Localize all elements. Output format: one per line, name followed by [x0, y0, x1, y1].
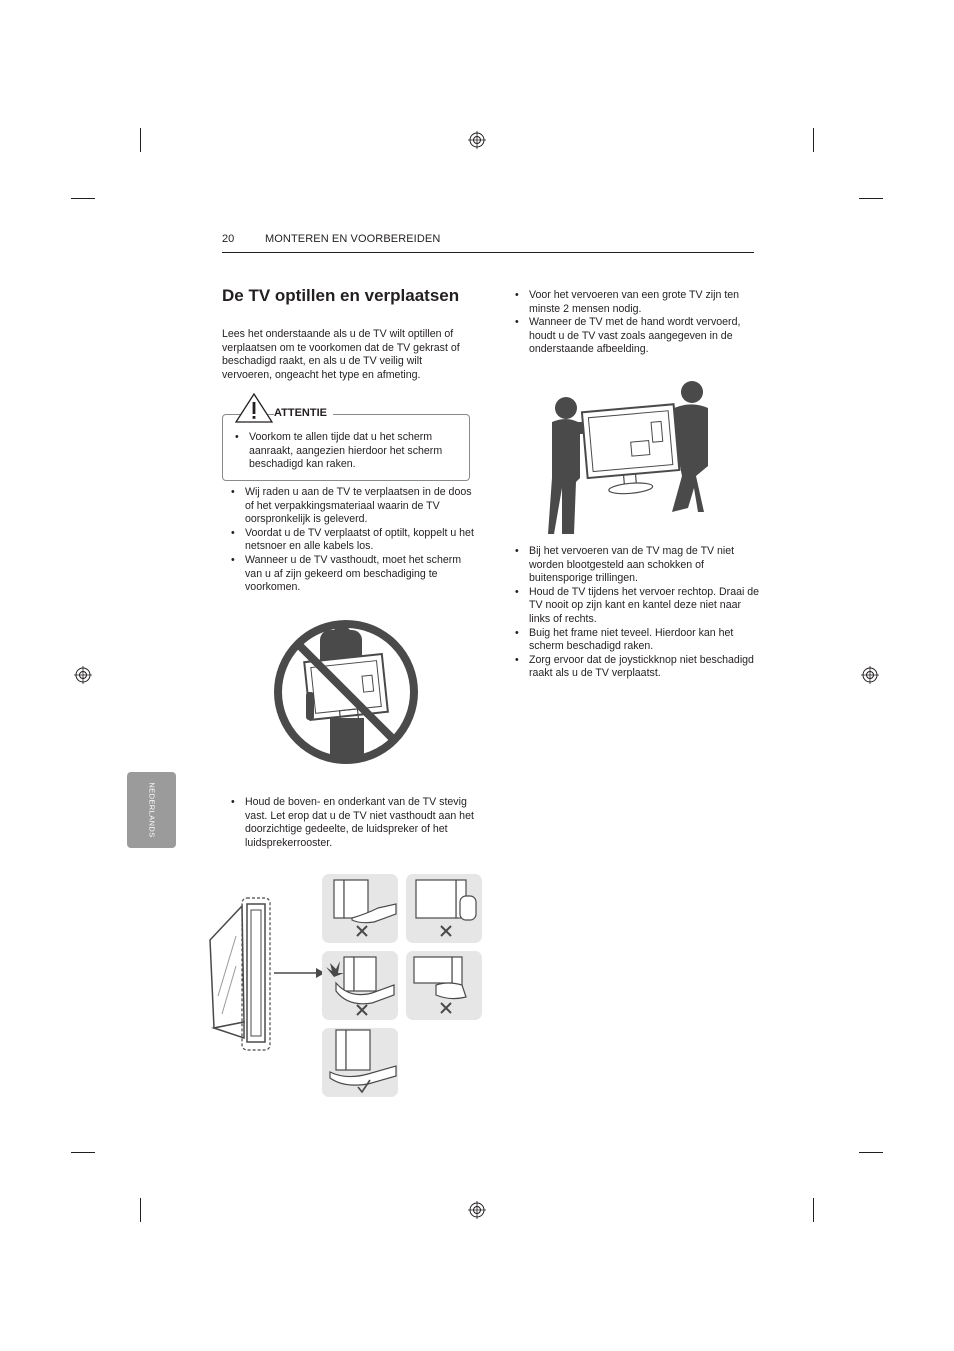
crop-mark — [71, 1152, 95, 1153]
hold-wrong-icon — [406, 951, 482, 1020]
registration-mark-icon — [468, 1201, 486, 1219]
list-item: • Buig het frame niet teveel. Hierdoor kan het scherm beschadigd raken. — [515, 627, 760, 654]
crop-mark — [813, 128, 814, 152]
list-item: • Bij het vervoeren van de TV mag de TV niet worden blootgesteld aan schokken of buitensporige trillingen. — [515, 545, 760, 586]
caution-item: • Voorkom te allen tijde dat u het scherm aanraakt, aangezien hierdoor het scherm beschadigd kan raken. — [235, 431, 460, 472]
page-number: 20 — [222, 233, 235, 245]
crop-mark — [813, 1198, 814, 1222]
registration-mark-icon — [861, 666, 879, 684]
list-item: • Voor het vervoeren van een grote TV zijn ten minste 2 mensen nodig. — [515, 289, 760, 316]
hold-wrong-icon — [322, 874, 398, 943]
caution-label: ATTENTIE — [274, 407, 333, 419]
running-header — [222, 232, 754, 253]
two-person-carry-illustration — [548, 378, 714, 538]
hold-wrong-icon — [322, 951, 398, 1020]
crop-mark — [859, 1152, 883, 1153]
transport-list — [515, 289, 760, 357]
language-tab — [127, 772, 176, 848]
list-item: • Wanneer u de TV vasthoudt, moet het scherm van u af zijn gekeerd om beschadiging te voorkomen. — [231, 554, 476, 595]
transport-tips-list — [515, 545, 760, 681]
hold-list — [231, 796, 476, 850]
handling-list — [231, 486, 476, 595]
list-item: • Wij raden u aan de TV te verplaatsen in de doos of het verpakkingsmateriaal waarin de TV oorspronkelijk is geleverd. — [231, 486, 476, 527]
hold-example-panel — [322, 951, 398, 1020]
list-item: • Voordat u de TV verplaatst of optilt, koppelt u het netsnoer en alle kabels los. — [231, 527, 476, 554]
hold-correct-icon — [322, 1028, 398, 1097]
hold-example-panel — [322, 1028, 398, 1097]
list-item: • Houd de TV tijdens het vervoer rechtop. Draai de TV nooit op zijn kant en kantel deze niet naar links of rechts. — [515, 586, 760, 627]
warning-triangle-icon — [235, 393, 273, 423]
tv-side-view-illustration — [206, 896, 326, 1052]
caution-box — [222, 414, 470, 481]
caution-list — [235, 431, 460, 472]
page-title: De TV optillen en verplaatsen — [222, 286, 460, 305]
list-item: • Houd de boven- en onderkant van de TV stevig vast. Let erop dat u de TV niet vasthoudt aan het doorzichtige gedeelte, de luidspreker of het luidsprekerrooster. — [231, 796, 476, 850]
crop-mark — [140, 128, 141, 152]
crop-mark — [859, 198, 883, 199]
hold-example-panel — [406, 951, 482, 1020]
list-item: • Wanneer de TV met de hand wordt vervoerd, houdt u de TV vast zoals aangegeven in de onderstaande afbeelding. — [515, 316, 760, 357]
registration-mark-icon — [74, 666, 92, 684]
prohibited-carry-illustration — [272, 618, 420, 766]
hold-wrong-icon — [406, 874, 482, 943]
registration-mark-icon — [468, 131, 486, 149]
intro-paragraph: Lees het onderstaande als u de TV wilt optillen of verplaatsen om te voorkomen dat de TV gekrast of beschadigd raakt, en als u de TV veilig wilt vervoeren, ongeacht het type en afmeting. — [222, 328, 460, 381]
crop-mark — [140, 1198, 141, 1222]
crop-mark — [71, 198, 95, 199]
language-label: NEDERLANDS — [147, 782, 156, 838]
hold-example-panel — [406, 874, 482, 943]
hold-example-panel — [322, 874, 398, 943]
list-item: • Zorg ervoor dat de joystickknop niet beschadigd raakt als u de TV verplaatst. — [515, 654, 760, 681]
section-title: MONTEREN EN VOORBEREIDEN — [265, 233, 441, 245]
